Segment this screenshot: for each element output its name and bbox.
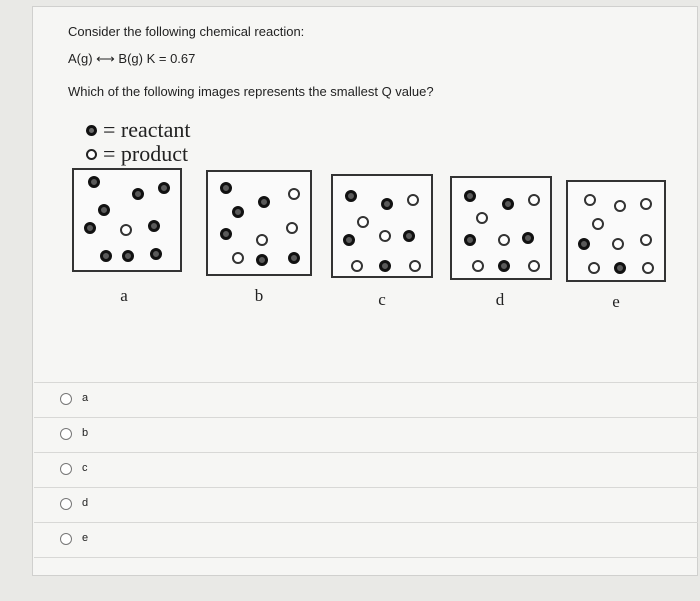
option-label: e <box>82 532 89 544</box>
product-molecule <box>476 212 488 224</box>
product-molecule <box>612 238 624 250</box>
reaction-equation: A(g) ⟷ B(g) K = 0.67 <box>68 51 196 66</box>
molecule-box-a <box>72 168 182 272</box>
answer-option-b[interactable] <box>34 417 698 452</box>
legend-reactant-text: = reactant <box>103 117 191 142</box>
legend-product-text: = product <box>103 141 189 166</box>
product-molecule <box>286 222 298 234</box>
box-label-d: d <box>495 290 505 309</box>
option-label: c <box>82 462 88 474</box>
reactant-molecule <box>100 250 112 262</box>
product-molecule <box>528 260 540 272</box>
reactant-molecule <box>232 206 244 218</box>
box-label-e: e <box>612 292 620 311</box>
product-molecule <box>584 194 596 206</box>
reactant-molecule <box>498 260 510 272</box>
product-icon <box>86 149 97 160</box>
product-molecule <box>379 230 391 242</box>
reactant-molecule <box>403 230 415 242</box>
product-molecule <box>640 198 652 210</box>
product-molecule <box>407 194 419 206</box>
product-molecule <box>409 260 421 272</box>
reactant-molecule <box>150 248 162 260</box>
reactant-molecule <box>502 198 514 210</box>
reactant-molecule <box>220 182 232 194</box>
box-label-a: a <box>120 286 128 305</box>
radio-button[interactable] <box>60 533 72 545</box>
reactant-molecule <box>522 232 534 244</box>
product-molecule <box>232 252 244 264</box>
legend-product <box>86 141 188 167</box>
product-molecule <box>357 216 369 228</box>
molecule-box-d <box>450 176 552 280</box>
answer-option-a[interactable] <box>34 382 698 417</box>
reactant-molecule <box>379 260 391 272</box>
product-molecule <box>614 200 626 212</box>
product-molecule <box>351 260 363 272</box>
option-label: d <box>82 497 89 509</box>
box-label-b: b <box>254 286 264 305</box>
molecule-box-e <box>566 180 666 282</box>
reactant-icon <box>86 125 97 136</box>
radio-button[interactable] <box>60 463 72 475</box>
reactant-molecule <box>464 234 476 246</box>
box-label-c: c <box>378 290 386 309</box>
product-molecule <box>592 218 604 230</box>
answer-option-c[interactable] <box>34 452 698 487</box>
reactant-molecule <box>258 196 270 208</box>
reactant-molecule <box>343 234 355 246</box>
product-molecule <box>256 234 268 246</box>
option-label: a <box>82 392 89 404</box>
product-molecule <box>120 224 132 236</box>
reactant-molecule <box>464 190 476 202</box>
molecule-box-c <box>331 174 433 278</box>
product-molecule <box>588 262 600 274</box>
product-molecule <box>640 234 652 246</box>
reactant-molecule <box>288 252 300 264</box>
product-molecule <box>472 260 484 272</box>
reactant-molecule <box>88 176 100 188</box>
option-label: b <box>82 427 89 439</box>
answer-option-d[interactable] <box>34 487 698 522</box>
reactant-molecule <box>98 204 110 216</box>
question-prompt: Which of the following images represents the smallest Q value? <box>68 84 434 99</box>
reactant-molecule <box>614 262 626 274</box>
reactant-molecule <box>381 198 393 210</box>
product-molecule <box>498 234 510 246</box>
legend-reactant <box>86 117 191 143</box>
reactant-molecule <box>345 190 357 202</box>
reactant-molecule <box>578 238 590 250</box>
reactant-molecule <box>256 254 268 266</box>
product-molecule <box>288 188 300 200</box>
reactant-molecule <box>148 220 160 232</box>
question-intro: Consider the following chemical reaction: <box>68 24 305 39</box>
radio-button[interactable] <box>60 428 72 440</box>
product-molecule <box>642 262 654 274</box>
molecule-box-b <box>206 170 312 276</box>
reactant-molecule <box>132 188 144 200</box>
reactant-molecule <box>158 182 170 194</box>
answer-option-e[interactable] <box>34 522 698 558</box>
reactant-molecule <box>220 228 232 240</box>
radio-button[interactable] <box>60 393 72 405</box>
radio-button[interactable] <box>60 498 72 510</box>
product-molecule <box>528 194 540 206</box>
reactant-molecule <box>122 250 134 262</box>
reactant-molecule <box>84 222 96 234</box>
